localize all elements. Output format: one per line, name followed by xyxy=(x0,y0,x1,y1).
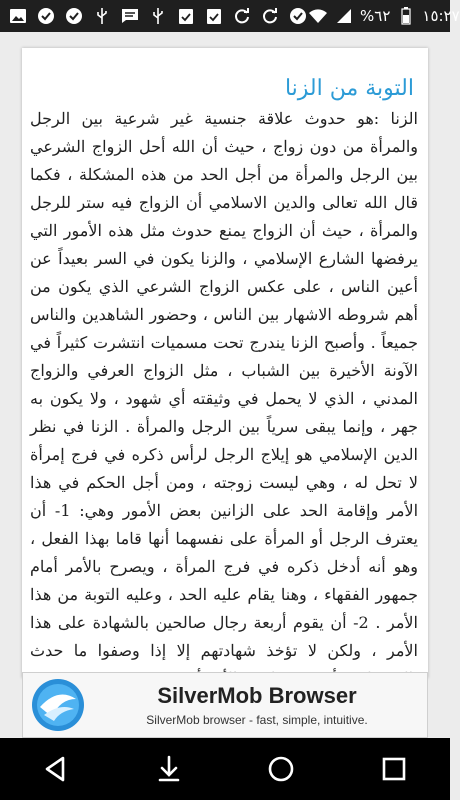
download-icon xyxy=(154,754,184,784)
usb-icon xyxy=(148,6,168,26)
status-bar-system xyxy=(308,6,460,26)
clipboard-check-icon xyxy=(204,6,224,26)
recents-icon xyxy=(379,754,409,784)
check-icon xyxy=(288,6,308,26)
article-body: الزنا :هو حدوث علاقة جنسية غير شرعية بين الرجل والمرأة من دون زواج ، حيث أن الله أحل الزواج الشرعي بين الرجل والمرأة من أجل الحد من هذه المشكلة ، فكما قال الله تعالى والدين الاسلامي أن الزواج فيه ستر للرجل والمرأة ، حيث أن الزواج يمنع حدوث مثل هذه الأمور التي يرفضها الشارع الإسلامي ، والزنا يكون في السر بعيداً عن أعين الناس ، على عكس الزواج الشرعي الذي يكون من أهم شروطه الاشهار بين الناس ، وحضور الشاهدين والناس جميعاً . وأصبح الزنا يندرج تحت مسميات انتشرت كثيراً في الآونة الأخيرة بين الشباب ، مثل الزواج العرفي والزواج المدني ، الذي لا يحمل في وثيقته أي شهود ، ولا يكون به جهر ، وإنما يبقى سرياً بين الرجل والمرأة . الزنا في نظر الدين الإسلامي هو إيلاج الرجل لرأس ذكره في فرج إمرأة لا تحل له ، وهي ليست زوجته ، ومن أجل الحكم في هذا الأمر وإقامة الحد على الزانين بعض الأمور وهي: 1- أن يعترف الرجل أو المرأة على نفسهما أنها قاما بهذا الفعل ، وهو أنه أدخل ذكره في فرج المرأة ، ويصرح بالأمر أمام جمهور الفقهاء ، وهنا يقام عليه الحد ، وعليه التوبة من هذا الأمر . 2- أن يقوم أربعة رجال صالحين بالشهادة على هذا الأمر ، ولكن لا تؤخذ شهادتهم إلا إذا وصفوا ما حدث xyxy=(30,109,419,660)
home-icon xyxy=(266,754,296,784)
navigation-bar xyxy=(0,738,450,800)
sync-icon xyxy=(260,6,280,26)
article-card[interactable] xyxy=(22,48,428,678)
usb-icon xyxy=(92,6,112,26)
ad-text xyxy=(87,683,427,727)
back-button[interactable] xyxy=(26,739,86,799)
status-bar-notifications xyxy=(8,6,308,26)
message-icon xyxy=(120,6,140,26)
download-button[interactable] xyxy=(139,739,199,799)
image-icon xyxy=(8,6,28,26)
status-bar xyxy=(0,0,460,32)
check-icon xyxy=(64,6,84,26)
recents-button[interactable] xyxy=(364,739,424,799)
wifi-icon xyxy=(308,6,328,26)
signal-icon xyxy=(334,6,354,26)
battery-percent: %٦٢ xyxy=(360,7,391,25)
sync-icon xyxy=(232,6,252,26)
ad-banner[interactable] xyxy=(22,672,428,738)
back-icon xyxy=(41,754,71,784)
check-icon xyxy=(36,6,56,26)
battery-icon xyxy=(396,6,416,26)
ad-title: SilverMob Browser xyxy=(157,683,357,708)
clock: ١٥:٢٧ xyxy=(422,7,460,25)
home-button[interactable] xyxy=(251,739,311,799)
silvermob-logo-icon xyxy=(29,676,87,734)
article-title: التوبة من الزنا xyxy=(284,76,414,101)
clipboard-check-icon xyxy=(176,6,196,26)
ad-subtitle: SilverMob browser - fast, simple, intuitive. xyxy=(146,713,368,727)
